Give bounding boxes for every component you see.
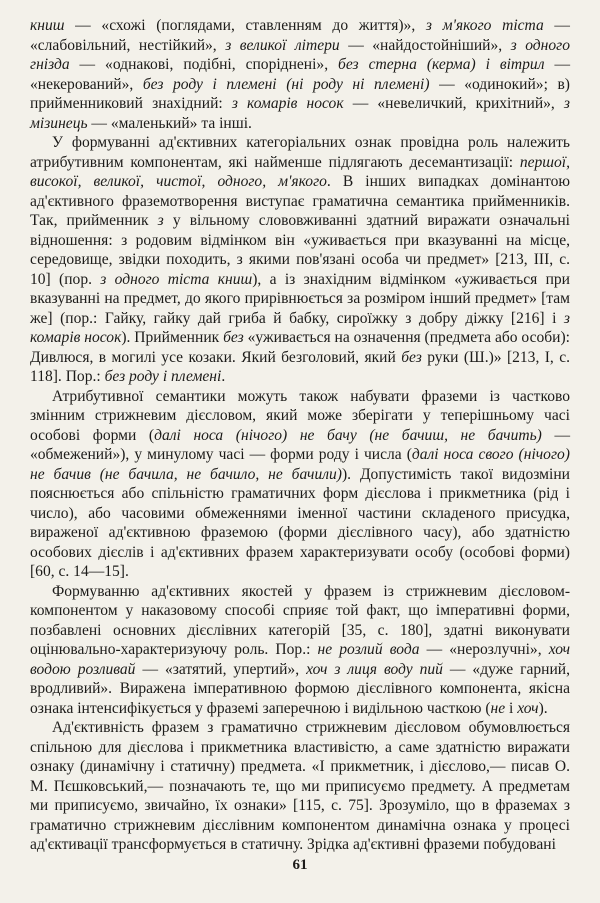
italic-phrase: з мізинець — [30, 95, 570, 132]
text-run: ). Допустимість такої видозміни пояснюється або спільністю граматичних форм дієслова і прикметника (рід і число), або часовими обмеженнями іменної частини складеного присудка, вираженої ад'єктивною фраземою (форми дієслівного часу), або здатністю особових дієслів і ад'єктивних фразем характеризувати особу (особові форми) [60, с. 14—15]. — [30, 465, 570, 580]
italic-phrase: далі носа (нічого) не бачу (не бачиш, не бачить) — [154, 426, 542, 444]
italic-phrase: без стерна (керма) і вітрил — [338, 56, 545, 73]
italic-phrase: не розлий вода — [317, 641, 420, 658]
text-run: — «обмежений»), у минулому часі — форми роду і числа ( — [30, 426, 570, 463]
paragraph — [30, 387, 570, 582]
text-run: — «однакові, подібні, споріднені», — [69, 56, 339, 73]
text-run: і — [505, 699, 518, 717]
text-run: Ад'єктивність фразем з граматично стрижневим дієсловом обумовлюється спільною для дієслова і прикметника властивістю, а саме здатністю виражати ознаку (динамічну і статичну) предмета. «І прикметник, і дієслово,— писав О. М. Пєшковський,— позначають те, що ми приписуємо предмету. А предметам ми приписуємо, звичайно, їх ознаки» [115, с. 75]. Зрозуміло, що в фраземах з граматично стрижневим дієслівним компонентом динамічна ознака у процесі ад'єктивації трансформується в статичну. Зрідка ад'єктивні фраземи побудовані — [30, 719, 570, 853]
italic-phrase: книш — [30, 17, 65, 34]
italic-phrase: хоч водою розливай — [30, 641, 571, 678]
italic-phrase: без — [401, 348, 422, 366]
italic-phrase: з одного тіста книш — [100, 270, 253, 288]
text-run: — «невеличкий, крихітний», — [343, 95, 564, 112]
page-number: 61 — [292, 857, 308, 873]
text-run: руки (Ш.)» [213, I, с. 118]. Пор.: — [30, 348, 570, 385]
text-run: — «маленький» та інші. — [87, 114, 252, 132]
text-run: . В інших випадках домінантою ад'єктивного фраземотворення виступає граматична семантика прийменників. Так, прийменник — [30, 173, 570, 229]
text-run: — «схожі (поглядами, ставленням до життя)», — [64, 17, 426, 34]
text-run: — «одинокий»; в) прийменниковий знахідний: — [30, 75, 570, 112]
paragraph — [30, 718, 570, 855]
text-run: — «нерозлучні», — [419, 641, 549, 658]
italic-phrase: далі носа свого (нічого) не бачив (не бачила, не бачило, не бачили) — [30, 446, 570, 483]
text-run: . — [221, 368, 226, 385]
text-run: Формуванню ад'єктивних якостей у фразем із стрижневим дієсловом-компонентом у наказовому способі сприяє той факт, що імперативні форми, позбавлені основних дієслівних категорій [35, с. 180], здатні виконувати оцінювально-характеризуючу роль. Пор.: — [30, 582, 570, 658]
italic-phrase: без роду і племені (ні роду ні племені) — [142, 75, 430, 93]
italic-phrase: з одного гнізда — [30, 36, 570, 73]
italic-phrase: першої, високої, великої, чистої, одного, м'якого — [30, 153, 570, 190]
paragraph — [30, 16, 570, 133]
text-run: у вільному слововживанні здатний виражати означальні відношення: з родовим відмінком він «уживається при вказуванні на місце, середовище, звідки походить, з якими пов'язані особа чи предмет» [213, III, с. 10] (пор. — [30, 212, 570, 288]
italic-phrase: з комарів носок — [231, 95, 344, 112]
italic-phrase: з м'якого тіста — [425, 17, 544, 34]
text-run: — «дуже гарний, вродливий». Виражена імперативною формою дієслівного компонента, якісна ознака інтенсифікується у фраземі заперечною і видільною часткою ( — [30, 660, 570, 717]
text-run: ). Прийменник — [121, 329, 224, 346]
italic-phrase: без роду і племені — [104, 368, 222, 385]
italic-phrase: з — [157, 212, 164, 229]
italic-phrase: без — [223, 329, 244, 346]
text-run: ). — [538, 699, 548, 717]
text-run: — «слабовільний, нестійкий», — [30, 17, 570, 54]
text-run: — «найдостойніший», — [339, 36, 511, 54]
paragraph — [30, 133, 570, 387]
paragraph — [30, 582, 570, 719]
italic-phrase: з великої літери — [225, 36, 340, 54]
italic-phrase: хоч — [517, 699, 539, 717]
text-run: «уживається на означення (предмета або особи): Дивлюся, в могилі усе козаки. Який безголовий, який — [30, 329, 570, 366]
text-run: — «некерований», — [30, 56, 570, 93]
body-text — [30, 16, 570, 855]
italic-phrase: не — [490, 699, 506, 717]
text-run: ), а із знахідним відмінком «уживається при вказуванні на предмет, до якого прирівнюється за розміром інший предмет» [там же] (пор.: Гайку, гайку дай гриба й бабку, сироїжку з добру діжку [216] і — [30, 270, 570, 327]
text-run: У формуванні ад'єктивних категоріальних ознак провідна роль належить атрибутивним компонентам, які найменше підлягають десемантизації: — [30, 134, 570, 171]
text-run: — «затятий, упертий», — [135, 660, 307, 678]
text-run: Атрибутивної семантики можуть також набувати фраземи із частково змінним стрижневим дієсловом, який може зберігати у теперішньому часі особові форми ( — [30, 387, 570, 444]
italic-phrase: з комарів носок — [30, 309, 570, 346]
italic-phrase: хоч з лиця воду пий — [306, 660, 443, 678]
